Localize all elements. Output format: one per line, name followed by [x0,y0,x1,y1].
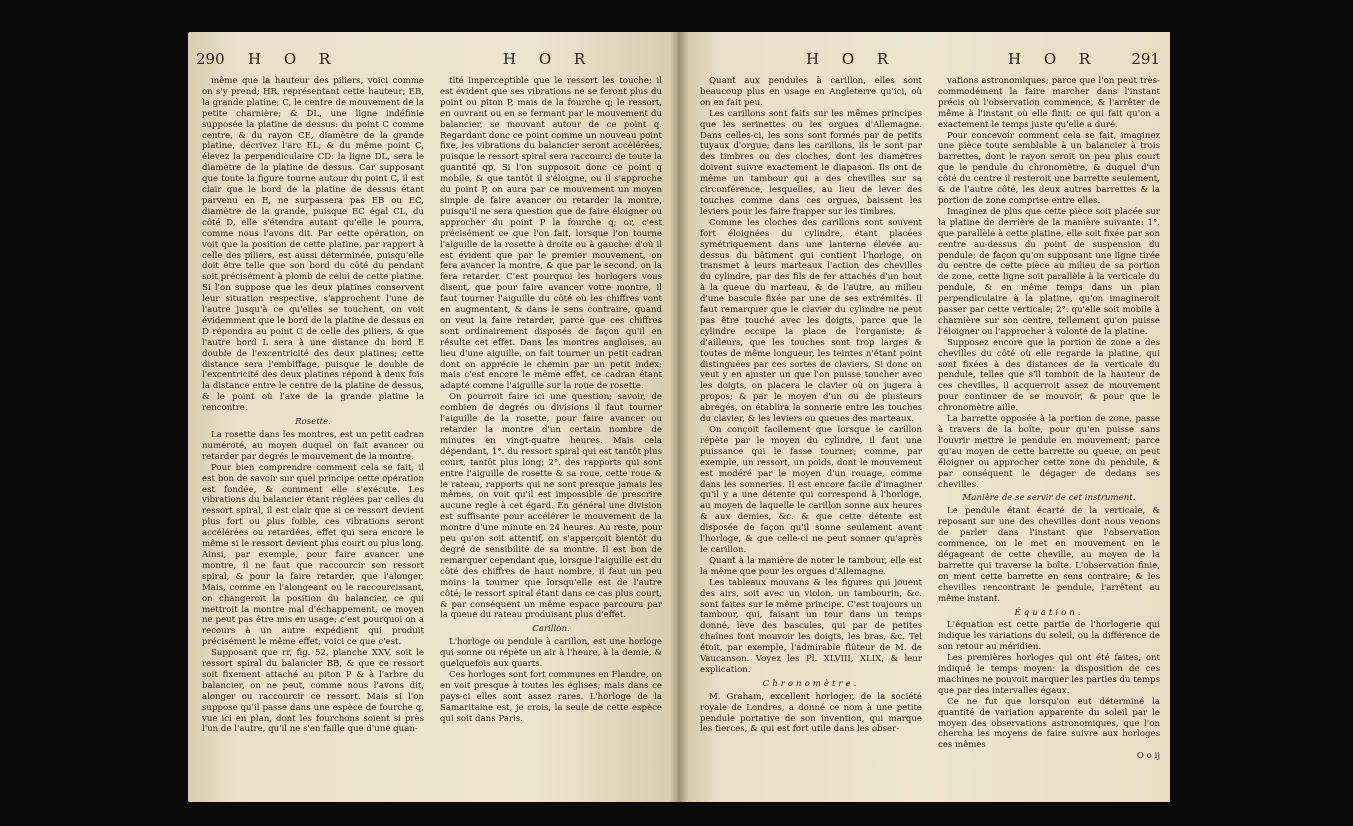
left-page-header [188,50,678,72]
paragraph: Ces horloges sont fort communes en Flandre, on en voit presque à toutes les églises; mais dans ce pays-ci elles sont assez rares. L'horloge de la Samaritaine est, je crois, la seule de cette espèce qui soit dans Paris. [440,669,662,724]
paragraph: L'horloge ou pendule à carillon, est une horloge qui sonne ou répète un air à l'heure, à la demie, & quelquefois aux quarts. [440,637,662,670]
section-heading: Équation. [1014,607,1084,618]
paragraph: Supposez encore que la portion de zone a des chevilles du côté où elle regarde la platine, qui sont fixées à des distances de la verticale du pendule, telles que s'il tomboit de la hauteur de ces chevilles, il acquerroit assez de mouvement pour continuer de se mouvoir, & pour que le chronomètre aille. [938,337,1160,414]
left-running-head-2: H O R [503,50,595,68]
paragraph: Les tableaux mouvans & les figures qui jouent des airs, soit avec un violon, un tambourin, &c. sont faites sur le même principe. C'est toujours un tambour, qui, faisant un tour dans un temps donné, lève des bascules, qui par de petites chaînes font mouvoir les doigts, les bras, &c. Tel étoit, par exemple, l'admirable flûteur de M. de Vaucanson. Voyez les Pl. XLVIII, XLIX, & leur explication. [700,577,922,675]
paragraph: M. Graham, excellent horloger, de la société royale de Londres, a donné ce nom à une petite pendule portative de son invention, qui marque les tierces, & qui est fort utile dans les obser- [700,691,922,735]
right-column-2 [938,76,1160,762]
right-running-head-2: H O R [1008,50,1100,68]
section-heading: Carillon. [532,624,570,635]
left-running-head-1: H O R [248,50,340,68]
right-column-1 [700,76,922,735]
left-page-number: 290 [196,50,225,68]
section-heading: Manière de se servir de cet instrument. [962,493,1136,504]
right-page [678,32,1170,802]
paragraph: Les premières horloges qui ont été faites, ont indiqué le temps moyen: la disposition de ces machines ne pouvoit marquer les parties du temps que par des intervalles égaux. [938,653,1160,696]
paragraph: L'équation est cette partie de l'horlogerie qui indique les variations du soleil, ou la différence de son retour au méridien. [938,620,1160,653]
paragraph: Le pendule étant écarté de la verticale, & reposant sur une des chevilles dont nous venons de parler dans l'instant que l'observation commence, on le met en mouvement en le dégageant de cette cheville, au moyen de la barrette qui traverse la boîte. L'observation finie, on ment cette barrette en sens contraire; & les chevilles rencontrant le pendule, l'arrêtent au même instant. [938,506,1160,604]
paragraph: Supposant que rr, fig. 52, planche XXV, soit le ressort spiral du balancier BB, & que ce ressort soit fixement attaché au piton P & à l'arbre du balancier, on ne peut, comme nous l'avons dit, alonger ou raccourcir ce ressort. Mais si l'on suppose qu'il passe dans une espèce de fourche q, vue ici en plan, dont les fourchons soient si près l'un de l'autre, qu'il ne s'en faille que d'une quan- [202,648,424,735]
right-page-header [678,50,1170,72]
paragraph: On conçoit facilement que lorsque le carillon répète par le moyen du cylindre, il faut une puissance qui le fasse tourner; comme, par exemple, un ressort, un poids, dont le mouvement est modéré par le moyen d'un rouage, comme dans les sonneries. Il est encore facile d'imaginer qu'il y a une détente qui correspond à l'horloge, au moyen de laquelle le carillon sonne aux heures & aux demies, &c. & que cette détente est disposée de façon qu'il sonne seulement avant l'horloge, & que celle-ci ne peut sonner qu'après le carillon. [700,425,922,555]
paragraph: Quant aux pendules à carillon, elles sont beaucoup plus en usage en Angleterre qu'ici, où on en fait peu. [700,76,922,108]
section-heading: Chronomètre. [762,678,860,689]
signature-mark: O o ij [1136,751,1160,762]
paragraph: Quant à la manière de noter le tambour, elle est la même que pour les orgues d'Allemagne. [700,555,922,577]
paragraph: Ce ne fut que lorsqu'on eut déterminé la quantité de variation apparente du soleil par le moyen des observations astronomiques, que l'on chercha les moyens de faire suivre aux horloges ces mêmes [938,696,1160,751]
book-gutter [670,32,688,802]
right-running-head-1: H O R [806,50,898,68]
paragraph: même que la hauteur des piliers, voici comme on s'y prend; HR, représentant cette hauteur; EB, la grande platine; C, le centre de mouvement de la petite charnière; & DL, une ligne indéfinie supposée la platine de dessus: du point C comme centre, & du rayon CE, diamètre de la grande platine, décrivez l'arc EL; & du même point C, élevez la perpendiculaire CD: la ligne DL, sera le diamètre de la platine de dessus. Car supposant que toute la figure tourne autour du point C, il est clair que le bord de la platine de dessus étant parvenu en E, ne surpassera pas EB ou EC, diamètre de la grande, puisque EC égal CL, du côté D, elle s'étendra autant qu'elle le pourra, comme nous l'avons dit. Par cette opération, on voit que la position de cette platine, par rapport à celle des piliers, est aussi déterminée, puisqu'elle doit être telle que son bord du côté du pendant soit précisément à plomb de celui de cette platine. Si l'on suppose que les deux platines conservent leur situation respective, s'approchent l'une de l'autre jusqu'à ce qu'elles se touchent, on voit évidemment que le bord de la platine de dessus en D répondra au point C de celle des piliers, & que l'autre bord L sera à une distance du bord E double de l'excentricité des deux platines; cette distance sera l'embiffage, puisque le double de l'excentricité des deux platines répond à deux fois la distance entre le centre de la platine de dessus, & le point où l'axe de la grande platine la rencontre. [202,76,424,414]
paragraph: Pour concevoir comment cela se fait, imaginez une pièce toute semblable à un balancier à trois barrettes, dont le rayon seroit un peu plus court que le pendule du chronomètre, & duquel d'un côté du centre il resteroit une barrette seulement, & de l'autre côté, les deux autres barrettes & la portion de zone comprise entre elles. [938,130,1160,206]
paragraph: La barrette opposée à la portion de zone, passe à travers de la boîte, pour qu'en puisse sans l'ouvrir mettre le pendule en mouvement; parce qu'au moyen de cette barrette ou queue, on peut éloigner ou approcher cette zone du pendule, & par conséquent le dégager de dedans ses chevilles. [938,414,1160,490]
section-heading: Rosette. [295,417,331,428]
paragraph: La rosette dans les montres, est un petit cadran numéroté, au moyen duquel on fait avancer ou retarder par degrés le mouvement de la montre. [202,430,424,462]
left-column-2 [440,76,662,724]
paragraph: Comme les cloches des carillons sont souvent fort éloignées du cylindre, étant placées symétriquement dans une lanterne élevée au-dessus du bâtiment qui contient l'horloge, on transmet à leurs marteaux l'action des chevilles du cylindre, par des fils de fer attachés d'un bout à la queue du marteau, & de l'autre, au milieu d'une bascule fixée par une de ses extrémités. Il faut remarquer que le clavier du cylindre ne peut pas être touché avec les doigts, parce que le cylindre occupe la place de l'organiste; & d'ailleurs, que les touches sont trop larges & toutes de même longueur, les teintes n'étant point distinguées par ces sortes de claviers. Si donc on veut y en ajuster un que l'on puisse toucher avec les doigts, on placera le clavier où on jugera à propos; & par le moyen d'un ou de plusieurs abrégés, on établira la sonnerie entre les touches du clavier, & les leviers ou queues des marteaux. [700,217,922,425]
paragraph: tité imperceptible que le ressort les touche; il est évident que ses vibrations ne se feront plus du point ou piton P, mais de la fourche q; le ressort, en ouvrant ou en se fermant par le mouvement du balancier, se mouvant autour de ce point q. Regardant donc ce point comme un nouveau point fixe, les vibrations du balancier seront accélérées, puisque le ressort spiral sera raccourci de toute la quantité qp. Si l'on supposoit donc ce point q mobile, & que tantôt il s'éloigne, ou il s'approche du point P, on aura par ce mouvement un moyen simple de faire avancer ou retarder la montre, puisqu'il ne sera question que de faire éloigner ou approcher du point P la fourche q; or, c'est précisément ce que l'on fait, lorsque l'on tourne l'aiguille de la rosette à droite ou à gauche: d'où il est évident que par le premier mouvement, on fera avancer la montre, & que par le second, on la fera retarder. C'est pourquoi les horlogers vous disent, que pour faire avancer votre montre, il faut tourner l'aiguille du côté où les chiffres vont en augmentant, & dans le sens contraire, quand on veut la faire retarder, parce que ces chiffres sont ordinairement disposés de façon qu'il en résulte cet effet. Dans les montres angloises, au lieu d'une aiguille, on fait tourner un petit cadran dont on apprécie le chemin par un petit index; mais c'est encore le même effet, ce cadran étant adapté comme l'aiguille sur la roue de rosette. [440,76,662,392]
paragraph: Imaginez de plus que cette pièce soit placée sur la platine de derrière de la manière suivante: 1°. que parallèle à cette platine, elle soit fixée par son centre au-dessus du point de suspension du pendule; de façon qu'on supposant une ligne tirée du centre de cette pièce au milieu de sa portion de zone, cette ligne soit parallèle à la verticale du pendule, & en même temps dans un plan perpendiculaire à la platine, qu'on imagineroit passer par cette verticale; 2°. qu'elle soit mobile à charnière sur son centre, tellement qu'on puisse l'éloigner ou l'approcher à volonté de la platine. [938,206,1160,337]
paragraph: Pour bien comprendre comment cela se fait, il est bon de savoir sur quel principe cette opération est fondée, & comment elle s'exécute. Les vibrations du balancier étant réglées par celles du ressort spiral, il est clair que si ce ressort devient plus fort ou plus foible, ces vibrations seront accélérées ou retardées, effet qui sera encore le même si le ressort devient plus court ou plus long. Ainsi, par exemple, pour faire avancer une montre, il ne faut que raccourcir son ressort spiral, & pour la faire retarder, que l'alonger. Mais, comme en l'alongeant ou le raccourcissant, on changeroit la position du balancier, ce qui mettroit la montre mal d'échappement, ce moyen ne peut pas être mis en usage; c'est pourquoi on a recours à un autre expédient qui produit précisément le même effet; voici ce que c'est. [202,462,424,648]
left-column-1 [202,76,424,735]
left-page [188,32,678,802]
paragraph: On pourroit faire ici une question; savoir, de combien de degrés ou divisions il faut tourner l'aiguille de la rosette, pour faire avancer ou retarder la montre d'un certain nombre de minutes en vingt-quatre heures. Mais cela dépendant, 1°. du ressort spiral qui est tantôt plus court, tantôt plus long; 2°. des rapports qui sont entre l'aiguille de rosette & sa roue, cette roue & le rateau, rapports qui ne sont presque jamais les mêmes, on voit qu'il est impossible de prescrire aucune regle à cet égard. En général une division est suffisante pour accélérer le mouvement de la montre d'une minute en 24 heures. Au reste, pour peu qu'on soit attentif, on s'apperçoit bientôt du degré de sensibilité de sa montre. Il est bon de remarquer cependant que, lorsque l'aiguille est du côté des chiffres de haut nombre, il faut un peu moins la tourner que lorsqu'elle est de l'autre côté; le ressort spiral étant dans ce cas plus court, & par conséquent un même espace parcouru par la queue du rateau produisant plus d'effet. [440,392,662,621]
paragraph: vations astronomiques; parce que l'on peut très-commodément la faire marcher dans l'instant précis où l'observation commence, & l'arrêter de même à l'instant où elle finit: ce qui fait qu'on a exactement le temps juste qu'elle a duré. [938,76,1160,130]
paragraph: Les carillons sont faits sur les mêmes principes que les serinettes ou les orgues d'Allemagne. Dans celles-ci, les sons sont formés par de petits tuyaux d'orgue; dans les carillons, ils le sont par des timbres ou des cloches, dont les diamètres doivent suivre exactement le diapason. Ils ont de même un tambour qui a des chevilles sur sa circonférence, lesquelles, au lieu de lever des touches comme dans ces orgues, baissent les leviers pour les faire frapper sur les timbres. [700,108,922,217]
right-page-number: 291 [1131,50,1160,68]
